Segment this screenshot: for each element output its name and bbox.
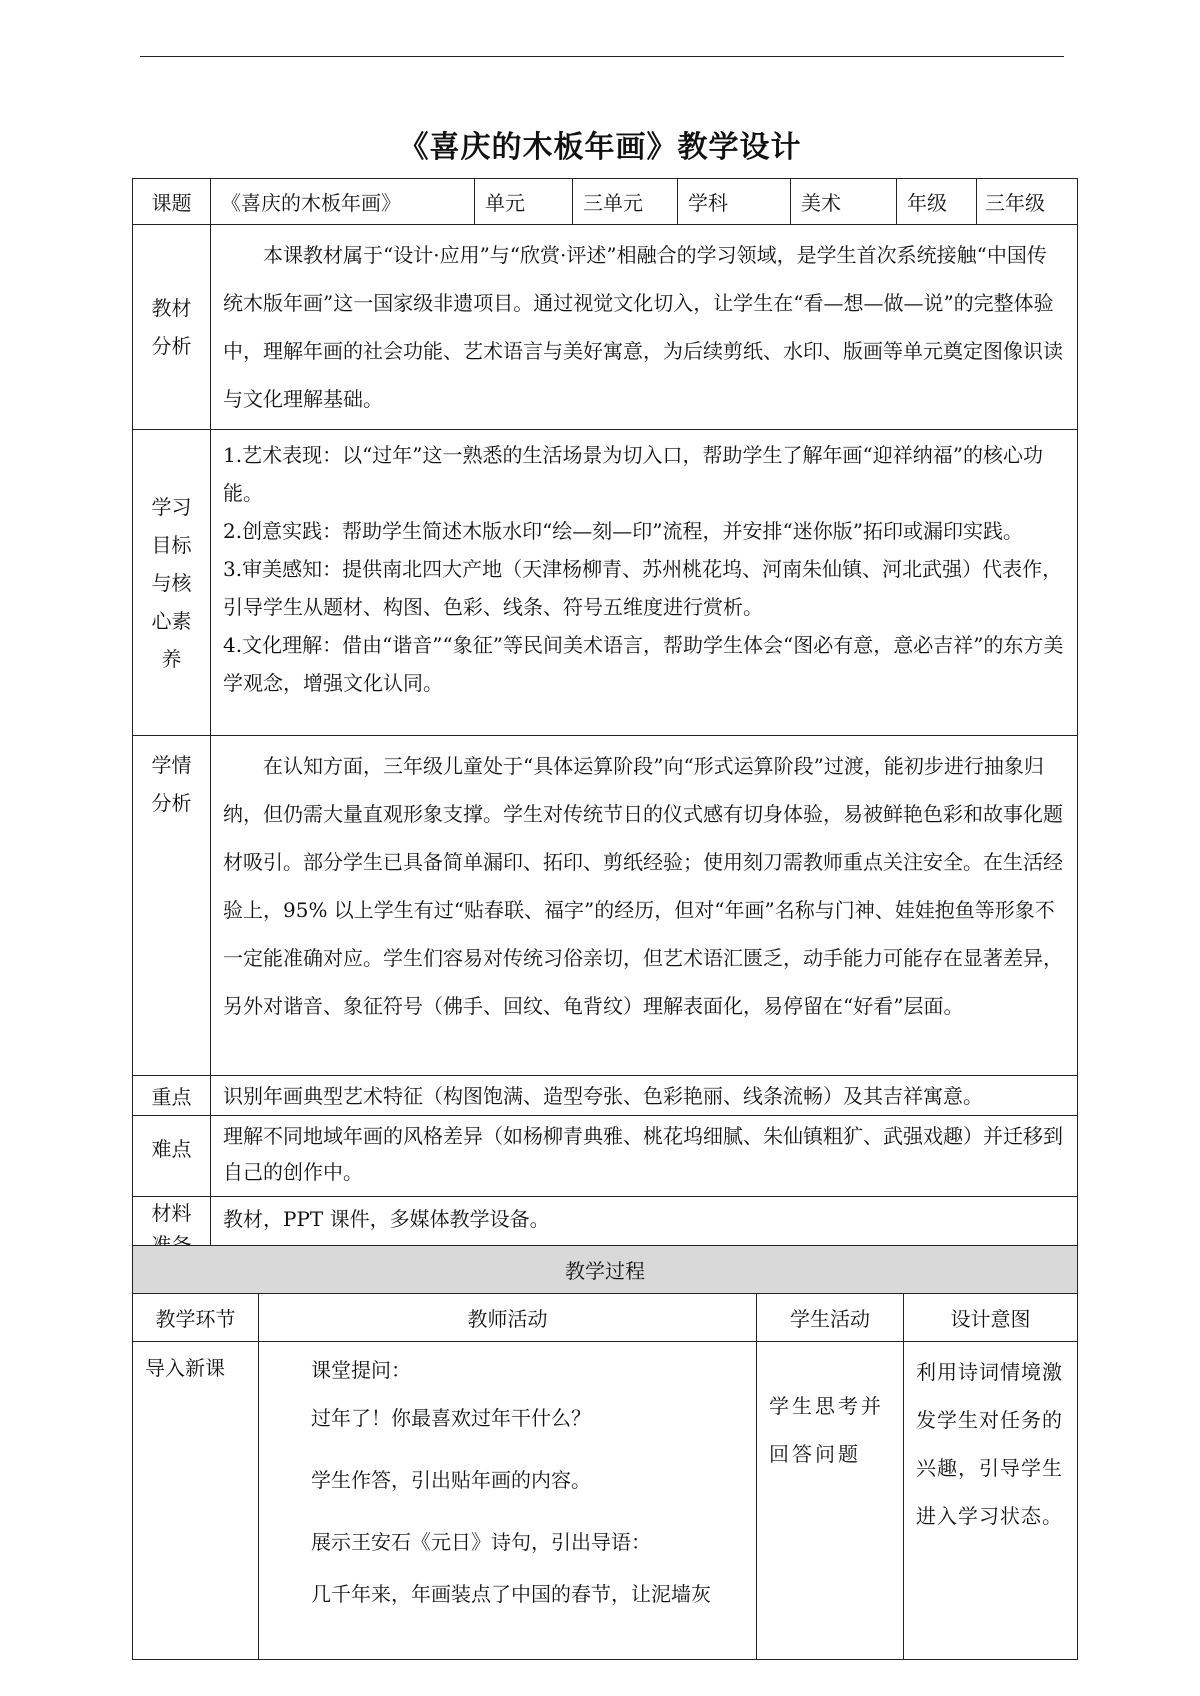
lesson-info-table [132,178,1078,1262]
objectives-label: 学习目标与核心素养 [133,430,211,736]
process-step-cell [133,1342,259,1660]
difficulty-label: 难点 [133,1116,211,1197]
materials-label: 材料 [133,1197,211,1262]
difficulty-text: 理解不同地域年画的风格差异（如杨柳青典雅、桃花坞细腻、朱仙镇粗犷、武强戏趣）并迁移到自己的创作中。 [223,1124,1063,1184]
process-header-row [133,1246,1078,1294]
topic-value: 《喜庆的木板年画》 [211,179,475,225]
topic-label: 课题 [133,179,211,225]
student-activity: 学生思考并回答问题 [769,1394,884,1466]
teacher-activity-line: 展示王安石《元日》诗句，引出导语： [311,1530,651,1554]
process-column-header-row [133,1294,1078,1342]
key-point-text: 识别年画典型艺术特征（构图饱满、造型夸张、色彩艳丽、线条流畅）及其吉祥寓意。 [223,1084,983,1108]
process-header: 教学过程 [133,1246,1078,1294]
column-header-student: 学生活动 [757,1294,904,1342]
info-row-key-point [133,1076,1078,1116]
column-header-teacher: 教师活动 [259,1294,757,1342]
objective-item: 3.审美感知：提供南北四大产地（天津杨柳青、苏州桃花坞、河南朱仙镇、河北武强）代表作，引导学生从题材、构图、色彩、线条、符号五维度进行赏析。 [223,557,1063,619]
info-row-objectives [133,430,1078,736]
material-analysis-text: 本课教材属于“设计·应用”与“欣赏·评述”相融合的学习领域，是学生首次系统接触“中国传统木版年画”这一国家级非遗项目。通过视觉文化切入，让学生在“看—想—做—说”的完整体验中，理解年画的社会功能、艺术语言与美好寓意，为后续剪纸、水印、版画等单元奠定图像识读与文化理解基础。 [223,243,1063,411]
design-intent: 利用诗词情境激发学生对任务的兴趣，引导学生进入学习状态。 [916,1360,1063,1528]
column-header-intent: 设计意图 [904,1294,1078,1342]
info-row-topic [133,179,1078,225]
header-rule [140,56,1064,57]
material-analysis-cell [211,225,1078,430]
teacher-activity-cell [259,1342,757,1660]
objective-item: 4.文化理解：借由“谐音”“象征”等民间美术语言，帮助学生体会“图必有意，意必吉祥”的东方美学观念，增强文化认同。 [223,633,1064,695]
teacher-activity-line: 课堂提问： [311,1358,411,1382]
student-activity-cell [757,1342,904,1660]
objectives-list [211,430,1077,708]
teacher-activity-line: 过年了！你最喜欢过年干什么？ [311,1406,591,1430]
objectives-cell [211,430,1078,736]
design-intent-cell [904,1342,1078,1660]
teaching-process-table [132,1245,1078,1660]
key-point-cell [211,1076,1078,1116]
info-row-material-analysis [133,225,1078,430]
info-row-learner [133,736,1078,1076]
unit-value: 三单元 [573,179,678,225]
process-row [133,1342,1078,1660]
learner-label: 学情分析 [133,736,211,1076]
column-header-step: 教学环节 [133,1294,259,1342]
document-title: 《喜庆的木板年画》教学设计 [398,130,802,165]
info-row-difficulty [133,1116,1078,1197]
grade-label: 年级 [897,179,977,225]
subject-value: 美术 [791,179,897,225]
objective-item: 1.艺术表现：以“过年”这一熟悉的生活场景为切入口，帮助学生了解年画“迎祥纳福”的核心功能。 [223,443,1043,505]
teacher-activity-line: 几千年来，年画装点了中国的春节，让泥墙灰 [311,1582,711,1606]
objective-item: 2.创意实践：帮助学生简述木版水印“绘—刻—印”流程，并安排“迷你版”拓印或漏印实践。 [223,519,1023,543]
subject-label: 学科 [678,179,791,225]
process-step: 导入新课 [145,1356,225,1380]
difficulty-cell [211,1116,1078,1197]
unit-label: 单元 [475,179,573,225]
grade-value: 三年级 [977,179,1078,225]
learner-text: 在认知方面，三年级儿童处于“具体运算阶段”向“形式运算阶段”过渡，能初步进行抽象归纳，但仍需大量直观形象支撑。学生对传统节日的仪式感有切身体验，易被鲜艳色彩和故事化题材吸引。部分学生已具备简单漏印、拓印、剪纸经验；使用刻刀需教师重点关注安全。在生活经验上，95% 以上学生有过“贴春联、福字”的经历，但对“年画”名称与门神、娃娃抱鱼等形象不一定能准确对应。学生们容易对传统习俗亲切，但艺术语汇匮乏，动手能力可能存在显著差异，另外对谐音、象征符号（佛手、回纹、龟背纹）理解表面化，易停留在“好看”层面。 [223,754,1063,1018]
materials-text: 教材，PPT 课件，多媒体教学设备。 [223,1207,550,1231]
material-analysis-label: 教材分析 [133,225,211,430]
learner-cell [211,736,1078,1076]
teacher-activity-line: 学生作答，引出贴年画的内容。 [311,1468,591,1492]
key-point-label: 重点 [133,1076,211,1116]
